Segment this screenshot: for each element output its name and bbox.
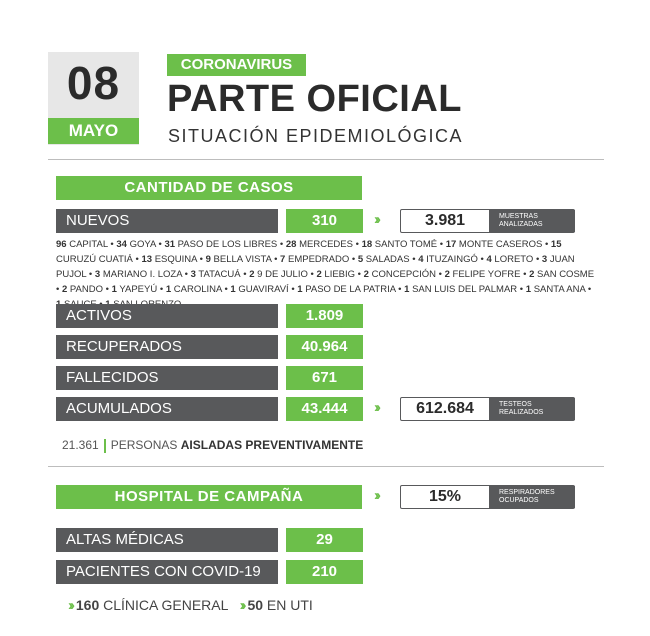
town-count: 3 xyxy=(541,254,548,265)
town-item xyxy=(297,284,395,295)
town-count: 31 xyxy=(164,239,176,250)
town-count: 7 xyxy=(280,254,286,265)
town-item xyxy=(446,239,543,250)
town-name: BELLA VISTA xyxy=(213,254,272,265)
town-count: 5 xyxy=(357,254,364,265)
hospital-breakdown xyxy=(68,597,313,614)
town-count: 4 xyxy=(486,254,492,265)
fallecidos-label: FALLECIDOS xyxy=(56,366,278,390)
town-item xyxy=(364,269,436,280)
chevron-right-icon: ›› xyxy=(374,399,378,416)
recuperados-label: RECUPERADOS xyxy=(56,335,278,359)
town-name: MERCEDES xyxy=(299,239,353,250)
respiradores-label-line1: RESPIRADORES xyxy=(499,489,555,496)
chevron-right-icon: ›› xyxy=(68,597,72,614)
testeos-label-line1: TESTEOS xyxy=(499,401,532,408)
town-item xyxy=(526,284,586,295)
town-name: GUAVIRAVÍ xyxy=(238,284,289,295)
muestras-label-line2: ANALIZADAS xyxy=(499,221,543,228)
town-count: 2 xyxy=(444,269,450,280)
clinica-value: 160 xyxy=(75,597,100,613)
muestras-stat xyxy=(400,209,575,233)
fallecidos-value: 671 xyxy=(286,366,363,390)
town-name: ESQUINA xyxy=(154,254,197,265)
town-item xyxy=(280,254,349,265)
aislados-line xyxy=(62,438,363,453)
page-title: PARTE OFICIAL xyxy=(167,78,463,120)
chevron-right-icon: ›› xyxy=(374,487,378,504)
town-count: 28 xyxy=(285,239,297,250)
acumulados-label: ACUMULADOS xyxy=(56,397,278,421)
uti-value: 50 xyxy=(247,597,264,613)
divider xyxy=(48,466,604,467)
town-name: PANDO xyxy=(69,284,103,295)
town-item xyxy=(95,269,182,280)
town-name: FELIPE YOFRE xyxy=(452,269,521,280)
town-name: JUAN PUJOL xyxy=(56,254,575,280)
muestras-label-line1: MUESTRAS xyxy=(499,213,538,220)
divider xyxy=(48,159,604,160)
town-count: 1 xyxy=(525,284,532,295)
town-name: MARIANO I. LOZA xyxy=(102,269,183,280)
pacientes-covid-value: 210 xyxy=(286,560,363,584)
town-count: 9 xyxy=(205,254,211,265)
town-item xyxy=(286,239,353,250)
activos-label: ACTIVOS xyxy=(56,304,278,328)
recuperados-value: 40.964 xyxy=(286,335,363,359)
town-item xyxy=(486,254,533,265)
town-name: YAPEYÚ xyxy=(119,284,158,295)
town-count: 2 xyxy=(316,269,322,280)
aislados-text1: PERSONAS xyxy=(110,438,178,452)
town-name: SAN LUIS DEL PALMAR xyxy=(412,284,518,295)
town-name: CAROLINA xyxy=(173,284,222,295)
town-item xyxy=(316,269,355,280)
town-name: 9 DE JULIO xyxy=(257,269,308,280)
altas-medicas-label: ALTAS MÉDICAS xyxy=(56,528,278,552)
section-hospital-de-campana: HOSPITAL DE CAMPAÑA xyxy=(56,485,362,509)
town-name: SANTA ANA xyxy=(533,284,586,295)
respiradores-value: 15% xyxy=(428,488,462,505)
separator-bar xyxy=(104,439,106,453)
testeos-stat xyxy=(400,397,575,421)
page-subtitle: SITUACIÓN EPIDEMIOLÓGICA xyxy=(168,126,464,146)
chevron-right-icon: ›› xyxy=(374,211,378,228)
town-item xyxy=(445,269,521,280)
town-item xyxy=(529,269,594,280)
town-count: 1 xyxy=(165,284,172,295)
aislados-value: 21.361 xyxy=(62,438,99,452)
town-item xyxy=(112,284,158,295)
town-count: 4 xyxy=(418,254,424,265)
town-item xyxy=(116,239,155,250)
town-count: 2 xyxy=(363,269,369,280)
town-item xyxy=(362,239,438,250)
town-count: 2 xyxy=(529,269,535,280)
town-item xyxy=(166,284,222,295)
town-name: EMPEDRADO xyxy=(287,254,350,265)
town-item xyxy=(62,284,103,295)
muestras-value: 3.981 xyxy=(424,212,466,229)
town-count: 2 xyxy=(61,284,68,295)
testeos-label-line2: REALIZADOS xyxy=(499,409,544,416)
town-name: SANTO TOMÉ xyxy=(374,239,438,250)
towns-list: 96 CAPITAL • 34 GOYA • 31 PASO DE LOS LIBRES • 28 MERCEDES • 18 SANTO TOMÉ • 17 MONTE CASEROS • 15 CURUZÚ CUATIÁ • 13 ESQUINA • 9 BELLA VISTA • 7 EMPEDRADO • 5 SALADAS • 4 ITUZAINGÓ • 4 LORETO • 3 JUAN PUJOL • 3 MARIANO I. LOZA • 3 TATACUÁ • 2 9 DE JULIO • 2 LIEBIG • 2 CONCEPCIÓN • 2 FELIPE YOFRE • 2 SAN COSME • 2 PANDO • 1 YAPEYÚ • 1 CAROLINA • 1 GUAVIRAVÍ • 1 PASO DE LA PATRIA • 1 SAN LUIS DEL PALMAR • 1 SANTA ANA • xyxy=(56,237,596,312)
altas-medicas-value: 29 xyxy=(286,528,363,552)
muestras-label xyxy=(489,210,575,232)
town-count: 96 xyxy=(56,239,67,250)
town-item xyxy=(249,269,308,280)
town-name: SAN COSME xyxy=(537,269,595,280)
chevron-right-icon: ›› xyxy=(239,597,244,614)
town-count: 1 xyxy=(404,284,410,295)
town-name: SALADAS xyxy=(365,254,410,265)
town-count: 15 xyxy=(550,239,562,250)
town-count: 3 xyxy=(190,269,196,280)
date-day: 08 xyxy=(66,57,121,109)
town-count: 18 xyxy=(361,239,373,250)
town-name: GOYA xyxy=(129,239,156,250)
town-item xyxy=(56,239,108,250)
town-count: 1 xyxy=(230,284,236,295)
town-name: PASO DE LA PATRIA xyxy=(305,284,396,295)
town-name: TATACUÁ xyxy=(198,269,241,280)
nuevos-value: 310 xyxy=(286,209,363,233)
town-item xyxy=(230,284,288,295)
town-name: CURUZÚ CUATIÁ xyxy=(56,254,133,265)
town-name: CONCEPCIÓN xyxy=(371,269,436,280)
town-count: 34 xyxy=(116,239,127,250)
town-name: MONTE CASEROS xyxy=(458,239,543,250)
acumulados-value: 43.444 xyxy=(286,397,363,421)
section-cantidad-de-casos: CANTIDAD DE CASOS xyxy=(56,176,362,200)
respiradores-label xyxy=(489,486,575,508)
respiradores-stat xyxy=(400,485,575,509)
town-item xyxy=(191,269,241,280)
town-item xyxy=(418,254,478,265)
uti-label: EN UTI xyxy=(266,597,313,613)
town-item xyxy=(142,254,197,265)
town-item xyxy=(404,284,517,295)
town-count: 1 xyxy=(297,284,303,295)
aislados-text2: AISLADAS PREVENTIVAMENTE xyxy=(180,438,364,452)
nuevos-label: NUEVOS xyxy=(56,209,278,233)
clinica-label: CLÍNICA GENERAL xyxy=(103,597,228,613)
town-count: 3 xyxy=(94,269,101,280)
coronavirus-tag: CORONAVIRUS xyxy=(167,54,306,76)
town-item xyxy=(164,239,277,250)
town-item xyxy=(206,254,272,265)
town-item xyxy=(358,254,410,265)
town-name: PASO DE LOS LIBRES xyxy=(177,239,278,250)
town-name: ITUZAINGÓ xyxy=(426,254,478,265)
town-name: CAPITAL xyxy=(69,239,108,250)
town-count: 2 xyxy=(249,269,255,280)
town-count: 13 xyxy=(141,254,153,265)
testeos-label xyxy=(489,398,575,420)
town-count: 17 xyxy=(445,239,457,250)
town-count: 1 xyxy=(111,284,117,295)
date-month: MAYO xyxy=(48,118,139,144)
town-name: LIEBIG xyxy=(324,269,356,280)
pacientes-covid-label: PACIENTES CON COVID-19 xyxy=(56,560,278,584)
activos-value: 1.809 xyxy=(286,304,363,328)
respiradores-label-line2: OCUPADOS xyxy=(499,497,539,504)
town-name: LORETO xyxy=(494,254,534,265)
testeos-value: 612.684 xyxy=(416,400,474,417)
